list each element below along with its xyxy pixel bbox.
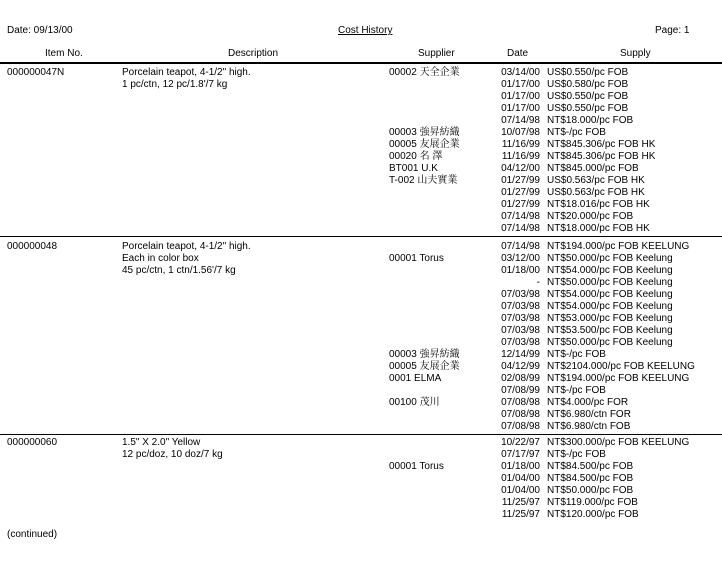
supply-price: NT$50.000/pc FOB <box>547 485 634 496</box>
supplier-name: 00100 茂川 <box>389 397 440 408</box>
supply-price: NT$53.000/pc FOB Keelung <box>547 313 673 324</box>
item-description-line: Porcelain teapot, 4-1/2" high. <box>122 241 251 252</box>
cost-date: 07/03/98 <box>501 325 540 336</box>
supply-price: NT$845.306/pc FOB HK <box>547 151 656 162</box>
supply-price: NT$-/pc FOB <box>547 449 606 460</box>
supplier-name: T-002 山夫實業 <box>389 175 458 186</box>
cost-date: 12/14/99 <box>501 349 540 360</box>
cost-date: 01/27/99 <box>501 199 540 210</box>
supplier-name: 00020 名 澤 <box>389 151 443 162</box>
supply-price: NT$6.980/ctn FOR <box>547 409 631 420</box>
supply-price: US$0.550/pc FOB <box>547 91 629 102</box>
supplier-name: 00001 Torus <box>389 461 444 472</box>
item-description-line: 12 pc/doz, 10 doz/7 kg <box>122 449 223 460</box>
cost-date: 07/03/98 <box>501 337 540 348</box>
cost-date: 01/27/99 <box>501 175 540 186</box>
supply-price: US$0.563/pc FOB HK <box>547 187 645 198</box>
supply-price: US$0.563/pc FOB HK <box>547 175 645 186</box>
cost-date: 02/08/99 <box>501 373 540 384</box>
supplier-name: 0001 ELMA <box>389 373 442 384</box>
cost-date: 01/18/00 <box>501 265 540 276</box>
supply-price: US$0.550/pc FOB <box>547 103 629 114</box>
item-description-line: 45 pc/ctn, 1 ctn/1.56'/7 kg <box>122 265 236 276</box>
supply-price: NT$194.000/pc FOB KEELUNG <box>547 241 690 252</box>
item-description-line: 1 pc/ctn, 12 pc/1.8'/7 kg <box>122 79 228 90</box>
cost-date: 07/08/98 <box>501 421 540 432</box>
item-number: 000000047N <box>7 67 65 78</box>
supply-price: US$0.580/pc FOB <box>547 79 629 90</box>
cost-date: 07/03/98 <box>501 301 540 312</box>
header-rule <box>0 62 722 64</box>
cost-date: 07/08/98 <box>501 397 540 408</box>
supply-price: NT$18.000/pc FOB <box>547 115 634 126</box>
cost-date: 01/17/00 <box>501 91 540 102</box>
item-description-line: 1.5" X 2.0" Yellow <box>122 437 201 448</box>
page-number: Page: 1 <box>655 25 690 36</box>
supply-price: NT$18.000/pc FOB HK <box>547 223 650 234</box>
supply-price: NT$-/pc FOB <box>547 127 606 138</box>
cost-date: 10/22/97 <box>501 437 540 448</box>
cost-date: 04/12/00 <box>501 163 540 174</box>
cost-date: 07/03/98 <box>501 289 540 300</box>
supplier-name: 00002 天全企業 <box>389 67 460 78</box>
cost-date: 07/08/98 <box>501 409 540 420</box>
report-date: Date: 09/13/00 <box>7 25 73 36</box>
supply-price: NT$53.500/pc FOB Keelung <box>547 325 673 336</box>
cost-date: 10/07/98 <box>501 127 540 138</box>
supply-price: NT$54.000/pc FOB Keelung <box>547 301 673 312</box>
supplier-name: 00003 強昇紡織 <box>389 127 460 138</box>
item-description-line: Porcelain teapot, 4-1/2" high. <box>122 67 251 78</box>
supply-price: NT$119.000/pc FOB <box>547 497 638 508</box>
cost-date: 11/25/97 <box>501 497 540 508</box>
supply-price: NT$4.000/pc FOR <box>547 397 629 408</box>
supply-price: NT$20.000/pc FOB <box>547 211 634 222</box>
supply-price: NT$18.016/pc FOB HK <box>547 199 650 210</box>
supply-price: NT$50.000/pc FOB Keelung <box>547 337 673 348</box>
supply-price: NT$54.000/pc FOB Keelung <box>547 289 673 300</box>
group-separator <box>0 434 722 435</box>
supply-price: NT$54.000/pc FOB Keelung <box>547 265 673 276</box>
supply-price: US$0.550/pc FOB <box>547 67 629 78</box>
cost-date: 07/14/98 <box>501 241 540 252</box>
cost-date: 03/14/00 <box>501 67 540 78</box>
cost-date: 01/04/00 <box>501 473 540 484</box>
cost-date: 11/16/99 <box>501 151 540 162</box>
supply-price: NT$50.000/pc FOB Keelung <box>547 253 673 264</box>
column-header-supply: Supply <box>620 48 651 59</box>
supply-price: NT$120.000/pc FOB <box>547 509 639 520</box>
cost-date: 01/18/00 <box>501 461 540 472</box>
supplier-name: 00003 強昇紡織 <box>389 349 460 360</box>
supply-price: NT$845.306/pc FOB HK <box>547 139 656 150</box>
supplier-name: 00005 友展企業 <box>389 361 460 372</box>
supplier-name: 00005 友展企業 <box>389 139 460 150</box>
cost-date: 03/12/00 <box>501 253 540 264</box>
item-description-line: Each in color box <box>122 253 199 264</box>
supply-price: NT$84.500/pc FOB <box>547 473 634 484</box>
cost-date: 07/14/98 <box>501 211 540 222</box>
cost-date: 04/12/99 <box>501 361 540 372</box>
cost-date: 01/17/00 <box>501 103 540 114</box>
supply-price: NT$50.000/pc FOB Keelung <box>547 277 673 288</box>
supply-price: NT$-/pc FOB <box>547 385 606 396</box>
supplier-name: BT001 U.K <box>389 163 438 174</box>
supply-price: NT$194.000/pc FOB KEELUNG <box>547 373 690 384</box>
supply-price: NT$84.500/pc FOB <box>547 461 634 472</box>
cost-date: - <box>536 277 540 288</box>
supply-price: NT$300.000/pc FOB KEELUNG <box>547 437 690 448</box>
column-header-supplier: Supplier <box>418 48 455 59</box>
cost-date: 07/03/98 <box>501 313 540 324</box>
cost-date: 01/27/99 <box>501 187 540 198</box>
column-header-date: Date <box>507 48 529 59</box>
cost-date: 11/16/99 <box>501 139 540 150</box>
item-number: 000000060 <box>7 437 58 448</box>
supply-price: NT$6.980/ctn FOB <box>547 421 631 432</box>
cost-date: 11/25/97 <box>501 509 540 520</box>
group-separator <box>0 236 722 237</box>
cost-date: 01/17/00 <box>501 79 540 90</box>
column-header-description: Description <box>228 48 279 59</box>
report-title: Cost History <box>338 25 393 36</box>
supplier-name: 00001 Torus <box>389 253 444 264</box>
cost-date: 01/04/00 <box>501 485 540 496</box>
cost-date: 07/14/98 <box>501 115 540 126</box>
continued-note: (continued) <box>7 529 58 540</box>
supply-price: NT$2104.000/pc FOB KEELUNG <box>547 361 695 372</box>
item-number: 000000048 <box>7 241 58 252</box>
cost-date: 07/14/98 <box>501 223 540 234</box>
supply-price: NT$-/pc FOB <box>547 349 606 360</box>
cost-date: 07/08/99 <box>501 385 540 396</box>
column-header-item-no: Item No. <box>45 48 83 59</box>
cost-date: 07/17/97 <box>501 449 540 460</box>
supply-price: NT$845.000/pc FOB <box>547 163 639 174</box>
